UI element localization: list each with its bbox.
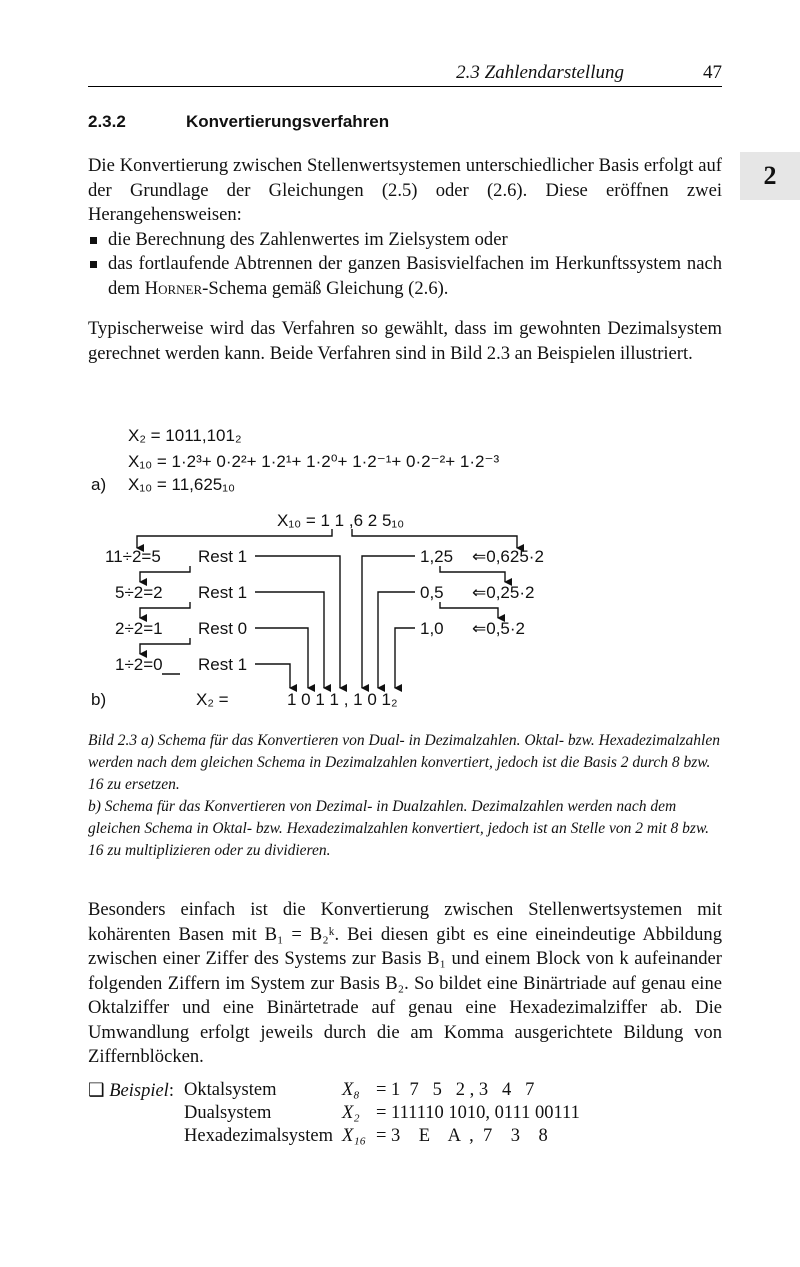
mul-val-3: 1,0 (420, 619, 444, 638)
example-row-hex (88, 1125, 580, 1148)
rest-row-2: Rest 1 (198, 583, 248, 602)
rest-row-4: Rest 1 (198, 655, 248, 674)
div-row-2: 5÷2=2 (115, 583, 163, 602)
chapter-tab: 2 (740, 152, 800, 200)
fig-b-result: 1 0 1 1 , 1 0 1₂ (287, 690, 398, 709)
paragraph-3: Besonders einfach ist die Konvertierung zwischen Stellenwertsystemen mit kohärenten Basen mit B₁ = B₂ᵏ. Bei diesen gibt es eine eineindeutige Abbildung zwischen einer Ziffer des Systems zur Basis B₁ und einem Block von k aufeinander folgenden Ziffern im System zur Basis B₂. So bildet eine Binärtriade auf genau eine Oktalziffer und eine Binärtetrade auf genau eine Hexadezimalziffer ab. Die Umwandlung erfolgt jeweils durch die am Komma ausgerichtete Bildung von Ziffernblöcken. (88, 899, 722, 1067)
horner-name: Horner (144, 277, 203, 299)
example-system-1: Oktalsystem (184, 1080, 277, 1100)
fig-a-label: a) (91, 475, 107, 494)
example-var-2: X₂ (342, 1103, 360, 1123)
bullet-item-1: die Berechnung des Zahlenwertes im Zielsystem oder (88, 228, 722, 253)
bullet-item-2: das fortlaufende Abtrennen der ganzen Basisvielfachen im Herkunftssystem nach dem Horner-Schema gemäß Gleichung (2.6). (88, 252, 722, 301)
header-section-title: 2.3 Zahlendarstellung (456, 62, 624, 83)
div-row-4: 1÷2=0 (115, 655, 163, 674)
figure-caption (88, 730, 722, 862)
caption-a: Bild 2.3 a) Schema für das Konvertieren von Dual- in Dezimalzahlen. Oktal- bzw. Hexadezimalzahlen werden nach dem gleichen Schema in Dezimalzahlen konvertiert, jedoch ist die Basis 2 durch 8 bzw. 16 zu ersetzen. (88, 732, 720, 793)
example-system-2: Dualsystem (184, 1103, 272, 1123)
example-label: Beispiel (109, 1080, 169, 1101)
fig-b-label: b) (91, 690, 107, 709)
mul-val-2: 0,5 (420, 583, 444, 602)
fig-b-top: X₁₀ = 1 1 ,6 2 5₁₀ (277, 511, 405, 530)
paragraph-1: Die Konvertierung zwischen Stellenwertsystemen unterschiedlicher Basis erfolgt auf der Grundlage der Gleichungen (2.5) oder (2.6). Diese eröffnen zwei Herangehensweisen: (88, 155, 722, 225)
mul-val-1: 1,25 (420, 547, 454, 566)
rest-row-3: Rest 0 (198, 619, 248, 638)
rest-row-1: Rest 1 (198, 547, 248, 566)
example-row-octal: ❑ Beispiel: Oktalsystem X₈ = 1 7 5 2 , 3 4 7 (88, 1079, 580, 1102)
paragraph-2: Typischerweise wird das Verfahren so gewählt, dass im gewohnten Dezimalsystem gerechnet werden kann. Beide Verfahren sind in Bild 2.3 an Beispielen illustriert. (88, 318, 722, 364)
example-var-3: X₁₆ (342, 1126, 367, 1146)
mul-op-1: ⇐0,625·2 (472, 547, 544, 566)
figure-lines (137, 529, 517, 688)
example-system-3: Hexadezimalsystem (184, 1126, 333, 1146)
checkbox-icon: ❑ (88, 1080, 105, 1101)
example-row-binary (88, 1102, 580, 1125)
caption-b: b) Schema für das Konvertieren von Dezimal- in Dualzahlen. Dezimalzahlen werden nach dem gleichen Schema in Oktal- bzw. Hexadezimalzahlen konvertiert, jedoch ist an Stelle von 2 mit 8 bzw. 16 zu multiplizieren oder zu dividieren. (88, 798, 710, 859)
example-eq-2: = 111110 1010, 0111 00111 (376, 1103, 580, 1123)
div-row-1: 11÷2=5 (105, 547, 161, 566)
fig-a-line3: X₁₀ = 11,625₁₀ (128, 475, 236, 494)
div-row-3: 2÷2=1 (115, 619, 163, 638)
example-eq-1: = 1 7 5 2 , 3 4 7 (376, 1080, 535, 1100)
example-var-1: X₈ (342, 1080, 360, 1100)
mul-op-2: ⇐0,25·2 (472, 583, 535, 602)
fig-a-line1: X₂ = 1011,101₂ (128, 426, 242, 445)
fig-a-line2: X₁₀ = 1·2³+ 0·2²+ 1·2¹+ 1·2⁰+ 1·2⁻¹+ 0·2⁻²+ 1·2⁻³ (128, 452, 500, 471)
mul-op-3: ⇐0,5·2 (472, 619, 525, 638)
page-number: 47 (703, 62, 722, 83)
example-block (88, 1079, 722, 1148)
section-number: 2.3.2 (88, 112, 126, 131)
section-title: Konvertierungsverfahren (186, 112, 390, 131)
fig-b-result-label: X₂ = (196, 690, 229, 709)
example-eq-3: = 3 E A , 7 3 8 (376, 1126, 548, 1146)
